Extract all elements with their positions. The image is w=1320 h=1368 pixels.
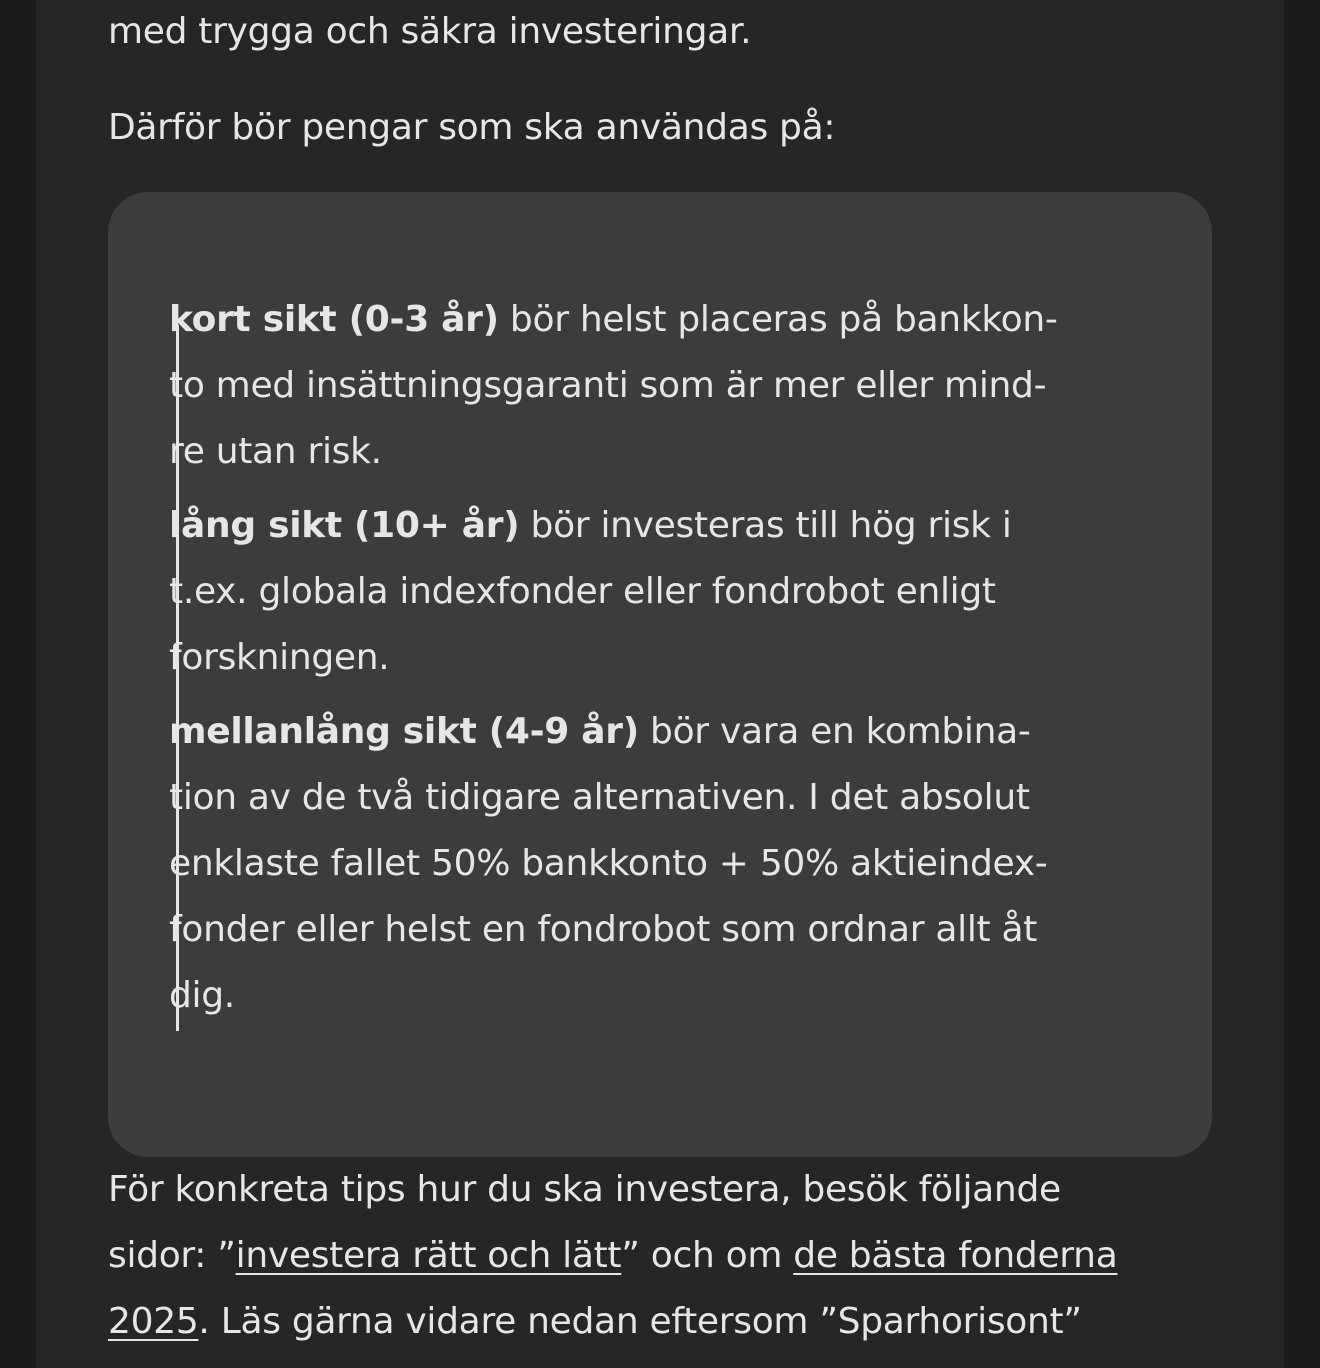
intro-text: Därför bör pengar som ska användas på: bbox=[108, 107, 836, 148]
paragraph-text: . Läs gärna vidare nedan eftersom ”Sparhorisont” bbox=[198, 1301, 1082, 1342]
list-item-text: bör investeras till hög risk i bbox=[519, 505, 1012, 546]
list-item-text: bör helst placeras på bankkon- bbox=[498, 299, 1058, 340]
link-invest-right-easy[interactable]: investera rätt och lätt bbox=[235, 1235, 622, 1276]
link-best-funds-year[interactable]: 2025 bbox=[108, 1301, 199, 1342]
horizon-list bbox=[169, 287, 1159, 1037]
list-item-medium-term bbox=[169, 699, 1159, 1029]
list-item-term: lång sikt (10+ år) bbox=[169, 505, 520, 546]
paragraph-text: För konkreta tips hur du ska investera, besök följande bbox=[108, 1169, 1061, 1210]
list-item-text: tion av de två tidigare alternativen. I det absolut bbox=[169, 777, 1030, 818]
list-item-text: re utan risk. bbox=[169, 431, 382, 472]
list-item-short-term bbox=[169, 287, 1159, 485]
link-best-funds[interactable]: de bästa fonderna bbox=[793, 1235, 1118, 1276]
paragraph-text: sidor: ” bbox=[108, 1235, 236, 1276]
paragraph-text: med trygga och säkra investeringar. bbox=[108, 11, 752, 52]
links-paragraph bbox=[108, 1157, 1218, 1355]
list-item-term: kort sikt (0-3 år) bbox=[169, 299, 499, 340]
list-item-text: enklaste fallet 50% bankkonto + 50% aktieindex- bbox=[169, 843, 1048, 884]
list-item-text: forskningen. bbox=[169, 637, 390, 678]
list-item-long-term bbox=[169, 493, 1159, 691]
list-item-text: fonder eller helst en fondrobot som ordnar allt åt bbox=[169, 909, 1038, 950]
list-item-text: bör vara en kombina- bbox=[638, 711, 1031, 752]
list-item-text: t.ex. globala indexfonder eller fondrobot enligt bbox=[169, 571, 996, 612]
list-item-text: to med insättningsgaranti som är mer eller mind- bbox=[169, 365, 1047, 406]
list-item-term: mellanlång sikt (4-9 år) bbox=[169, 711, 639, 752]
paragraph-text: ” och om bbox=[621, 1235, 794, 1276]
list-item-text: dig. bbox=[169, 975, 235, 1016]
